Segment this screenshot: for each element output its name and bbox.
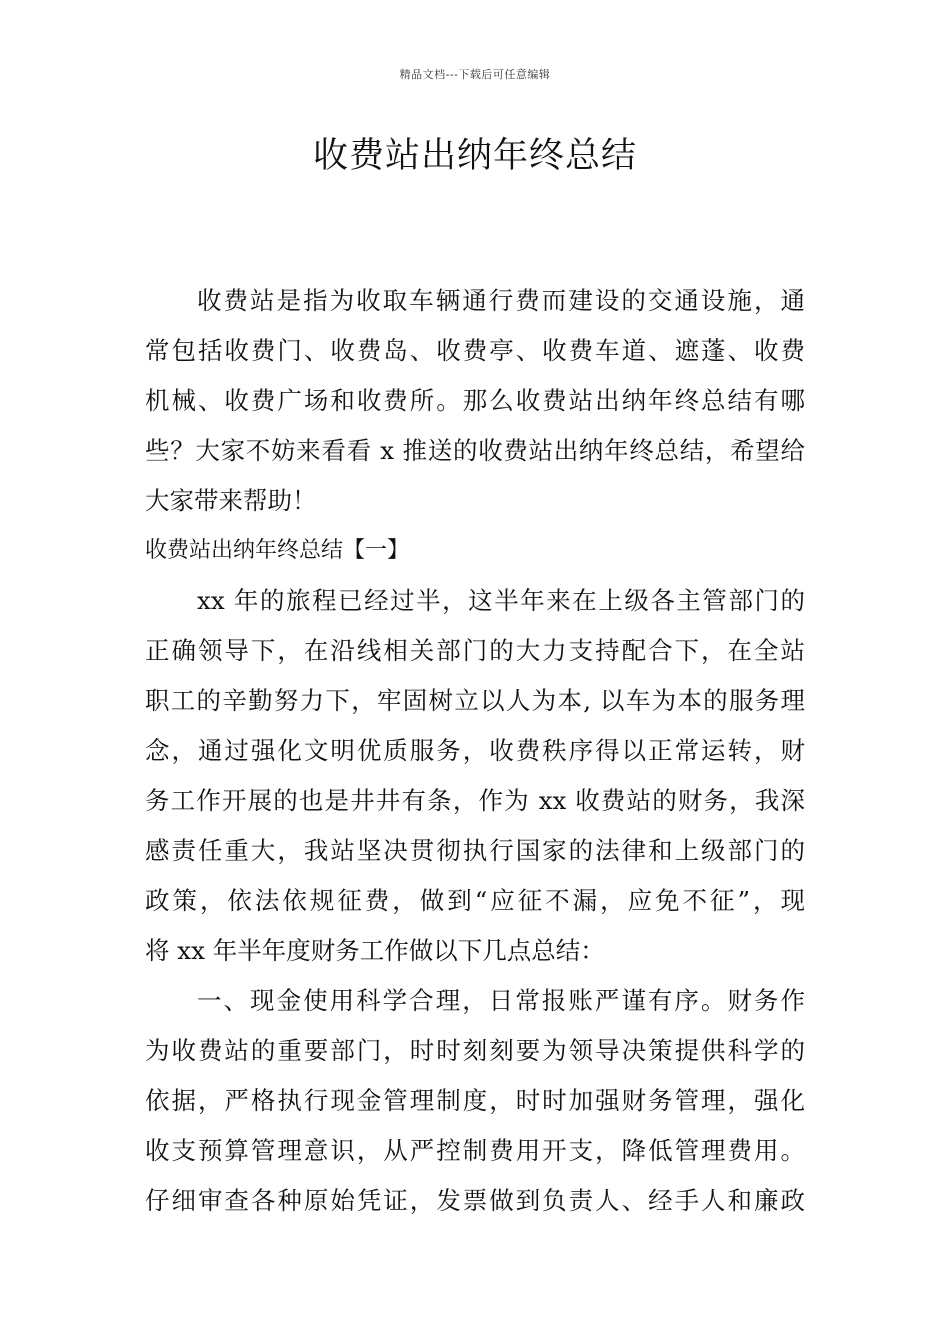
paragraph-line: xx 年的旅程已经过半，这半年来在上级各主管部门的	[197, 586, 805, 615]
paragraph-line: 将 xx 年半年度财务工作做以下几点总结：	[145, 936, 605, 965]
paragraph-line: 一、现金使用科学合理，日常报账严谨有序。财务作	[197, 986, 805, 1015]
paragraph-line: 机械、收费广场和收费所。那么收费站出纳年终总结有哪	[145, 386, 805, 415]
paragraph-line: 感责任重大，我站坚决贯彻执行国家的法律和上级部门的	[145, 836, 805, 865]
paragraph-line: 些？大家不妨来看看 x 推送的收费站出纳年终总结，希望给	[145, 436, 805, 465]
paragraph-line: 正确领导下，在沿线相关部门的大力支持配合下，在全站	[145, 636, 805, 665]
paragraph-line: 收支预算管理意识，从严控制费用开支，降低管理费用。	[145, 1136, 805, 1165]
paragraph-line: 职工的辛勤努力下，牢固树立以人为本, 以车为本的服务理	[145, 686, 805, 715]
intro-paragraph	[145, 276, 805, 526]
paragraph-line: 仔细审查各种原始凭证，发票做到负责人、经手人和廉政	[145, 1186, 805, 1215]
paragraph-line: 依据，严格执行现金管理制度，时时加强财务管理，强化	[145, 1086, 805, 1115]
paragraph-line: 为收费站的重要部门，时时刻刻要为领导决策提供科学的	[145, 1036, 805, 1065]
header-note: 精品文档---下载后可任意编辑	[399, 68, 551, 81]
paragraph-line: 收费站是指为收取车辆通行费而建设的交通设施，通	[197, 286, 805, 315]
section1-paragraph	[145, 576, 805, 976]
section-heading: 收费站出纳年终总结【一】	[145, 538, 410, 563]
paragraph-line: 大家带来帮助！	[145, 486, 317, 515]
paragraph-line: 常包括收费门、收费岛、收费亭、收费车道、遮蓬、收费	[145, 336, 805, 365]
point1-paragraph	[145, 976, 805, 1226]
paragraph-line: 政策，依法依规征费，做到“应征不漏，应免不征”，现	[145, 886, 805, 915]
paragraph-line: 念，通过强化文明优质服务，收费秩序得以正常运转，财	[145, 736, 805, 765]
document-title: 收费站出纳年终总结	[312, 136, 637, 176]
paragraph-line: 务工作开展的也是井井有条，作为 xx 收费站的财务，我深	[145, 786, 805, 815]
document-body	[145, 276, 805, 1226]
